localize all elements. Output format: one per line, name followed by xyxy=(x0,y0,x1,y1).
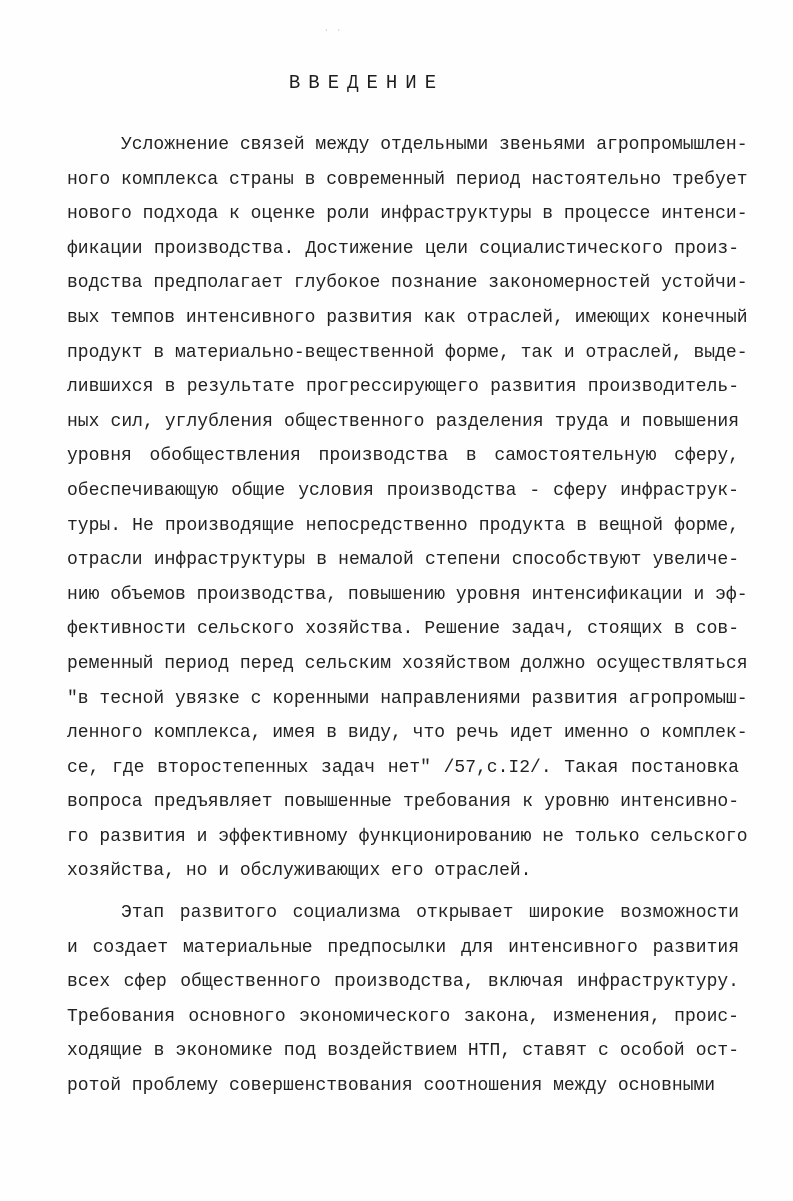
text-line: се, где второстепенных задач нет" /57,с.I2/. Такая постановка xyxy=(67,757,739,778)
text-line: обеспечивающую общие условия производства - сферу инфраструк- xyxy=(67,480,739,501)
text-line: нового подхода к оценке роли инфраструктуры в процессе интенси- xyxy=(67,204,748,225)
page-title: ВВЕДЕНИЕ xyxy=(288,72,445,94)
text-line: вопроса предъявляет повышенные требования к уровню интенсивно- xyxy=(67,792,739,813)
text-line: ных сил, углубления общественного разделения труда и повышения xyxy=(67,411,739,432)
text-line: всех сфер общественного производства, включая инфраструктуру. xyxy=(67,972,739,993)
text-line: туры. Не производящие непосредственно продукта в вещной форме, xyxy=(67,515,739,536)
text-line: ленного комплекса, имея в виду, что речь идет именно о комплек- xyxy=(67,723,748,744)
text-line: ного комплекса страны в современный период настоятельно требует xyxy=(67,169,748,190)
text-line: водства предполагает глубокое познание закономерностей устойчи- xyxy=(67,273,748,294)
text-line: го развития и эффективному функционированию не только сельского xyxy=(67,826,748,847)
text-line: вых темпов интенсивного развития как отраслей, имеющих конечный xyxy=(67,307,748,328)
paragraph-1 xyxy=(67,128,748,889)
text-line: ременный период перед сельским хозяйством должно осуществляться xyxy=(67,653,748,674)
text-line: лившихся в результате прогрессирующего развития производитель- xyxy=(67,377,739,398)
text-line: и создает материальные предпосылки для интенсивного развития xyxy=(67,937,739,958)
text-line: отрасли инфраструктуры в немалой степени способствуют увеличе- xyxy=(67,550,739,571)
text-line: ходящие в экономике под воздействием НТП, ставят с особой ост- xyxy=(67,1041,739,1062)
text-line: продукт в материально-вещественной форме, так и отраслей, выде- xyxy=(67,342,748,363)
text-line: фикации производства. Достижение цели социалистического произ- xyxy=(67,238,739,259)
text-line: "в тесной увязке с коренными направлениями развития агропромыш- xyxy=(67,688,748,709)
text-line: ротой проблему совершенствования соотношения между основными xyxy=(67,1075,716,1096)
text-line: уровня обобществления производства в самостоятельную сферу, xyxy=(67,446,739,467)
scan-specks: ·​· xyxy=(325,26,351,35)
text-line: хозяйства, но и обслуживающих его отраслей. xyxy=(67,861,532,882)
text-line: фективности сельского хозяйства. Решение задач, стоящих в сов- xyxy=(67,619,739,640)
paragraph-2 xyxy=(67,896,739,1104)
text-line: нию объемов производства, повышению уровня интенсификации и эф- xyxy=(67,584,748,605)
text-line: Требования основного экономического закона, изменения, проис- xyxy=(67,1006,739,1027)
text-line: Усложнение связей между отдельными звеньями агропромышлен- xyxy=(121,135,748,155)
text-line: Этап развитого социализма открывает широкие возможности xyxy=(121,903,739,923)
